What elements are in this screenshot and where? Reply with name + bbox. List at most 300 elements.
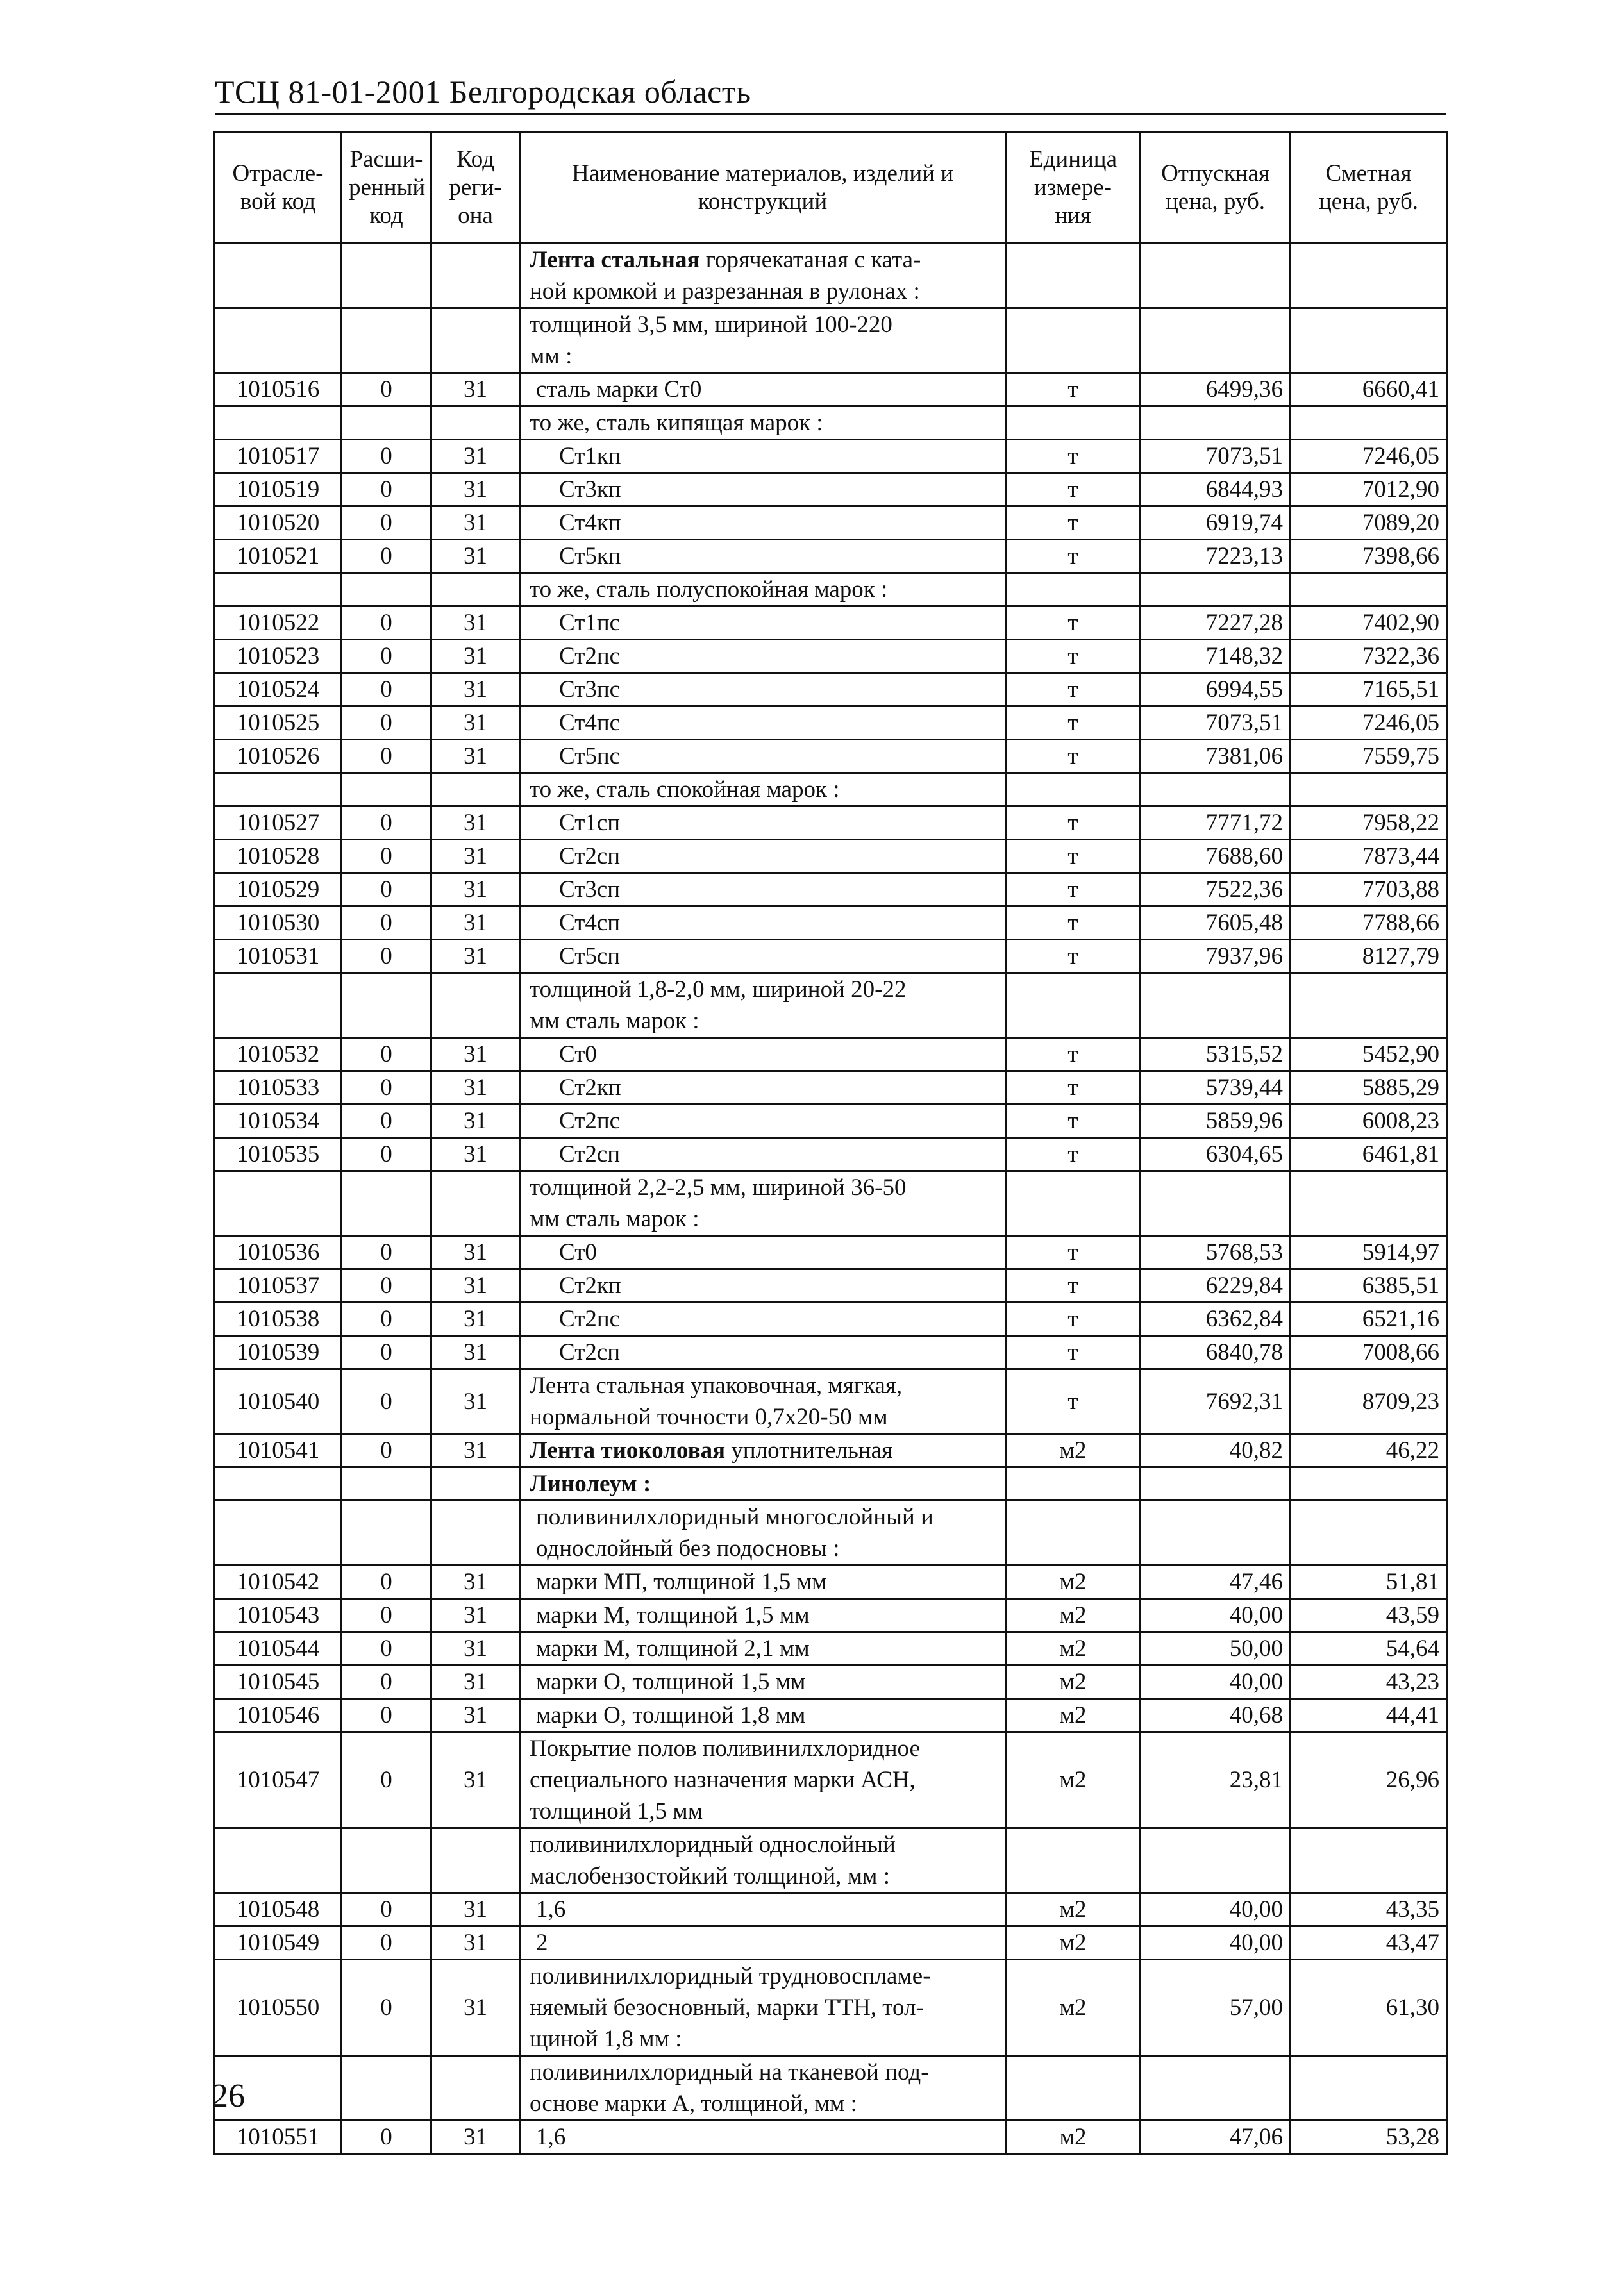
sector-code-cell: 1010540: [215, 1369, 342, 1434]
document-title: ТСЦ 81-01-2001 Белгородская область: [215, 74, 751, 110]
material-name-text: Ст4кп: [559, 510, 621, 536]
release-price-cell: [1141, 1501, 1291, 1566]
region-code-cell: 31: [431, 1369, 520, 1434]
material-name-text: поливинилхлоридный трудновоспламе- няемый безосновный, марки ТТН, тол- щиной 1,8 мм :: [530, 1963, 931, 2052]
estimate-price-cell: 53,28: [1291, 2121, 1447, 2154]
release-price-cell: 40,00: [1141, 1666, 1291, 1699]
table-row: [215, 1699, 1447, 1732]
sector-code-cell: [215, 1171, 342, 1236]
material-name-text: Ст0: [559, 1239, 597, 1265]
release-price-cell: [1141, 244, 1291, 308]
material-name-cell: [520, 1566, 1006, 1599]
region-code-cell: [431, 973, 520, 1038]
material-name-cell: [520, 706, 1006, 740]
material-name-text: толщиной 1,8-2,0 мм, шириной 20-22 мм сталь марок :: [530, 976, 907, 1034]
region-code-cell: [431, 1828, 520, 1893]
extended-code-cell: 0: [342, 473, 431, 506]
material-name-text: Ст3кп: [559, 476, 621, 503]
extended-code-cell: 0: [342, 740, 431, 773]
extended-code-cell: 0: [342, 1038, 431, 1071]
material-name-text: поливинилхлоридный однослойный маслобензостойкий толщиной, мм :: [530, 1832, 896, 1889]
unit-cell: м2: [1006, 1699, 1141, 1732]
material-name-text: Ст4сп: [559, 910, 621, 936]
region-code-cell: 31: [431, 1893, 520, 1926]
table-row: [215, 1434, 1447, 1467]
sector-code-cell: 1010537: [215, 1269, 342, 1303]
region-code-cell: 31: [431, 1666, 520, 1699]
material-name-cell: [520, 1071, 1006, 1105]
table-row: [215, 1369, 1447, 1434]
material-name-text: Ст2кп: [559, 1273, 621, 1299]
sector-code-cell: [215, 973, 342, 1038]
material-name-cell: [520, 606, 1006, 640]
material-name-text: марки МП, толщиной 1,5 мм: [536, 1569, 827, 1595]
region-code-cell: [431, 1501, 520, 1566]
estimate-price-cell: 6461,81: [1291, 1138, 1447, 1171]
region-code-cell: [431, 2056, 520, 2121]
extended-code-cell: [342, 773, 431, 806]
price-table: [213, 131, 1448, 2155]
table-row: [215, 1303, 1447, 1336]
extended-code-cell: 0: [342, 1632, 431, 1666]
material-name-cell: [520, 1171, 1006, 1236]
material-name-text: то же, сталь полуспокойная марок :: [530, 576, 888, 603]
sector-code-cell: 1010530: [215, 906, 342, 940]
release-price-cell: 7381,06: [1141, 740, 1291, 773]
unit-cell: т: [1006, 940, 1141, 973]
table-row: [215, 1236, 1447, 1269]
region-code-cell: 31: [431, 606, 520, 640]
region-code-cell: 31: [431, 1434, 520, 1467]
table-row: [215, 873, 1447, 906]
sector-code-cell: 1010550: [215, 1960, 342, 2056]
unit-cell: м2: [1006, 1893, 1141, 1926]
release-price-cell: 7223,13: [1141, 540, 1291, 573]
material-name-text: Ст5кп: [559, 543, 621, 569]
extended-code-cell: 0: [342, 873, 431, 906]
unit-cell: [1006, 1501, 1141, 1566]
sector-code-cell: 1010526: [215, 740, 342, 773]
estimate-price-cell: [1291, 2056, 1447, 2121]
material-name-cell: [520, 940, 1006, 973]
sector-code-cell: 1010541: [215, 1434, 342, 1467]
unit-cell: м2: [1006, 1732, 1141, 1828]
extended-code-cell: 0: [342, 806, 431, 840]
unit-cell: м2: [1006, 1632, 1141, 1666]
extended-code-cell: 0: [342, 1236, 431, 1269]
extended-code-cell: 0: [342, 1303, 431, 1336]
unit-cell: [1006, 1171, 1141, 1236]
extended-code-cell: 0: [342, 373, 431, 406]
unit-cell: т: [1006, 1336, 1141, 1369]
region-code-cell: 31: [431, 440, 520, 473]
release-price-cell: 40,00: [1141, 1893, 1291, 1926]
table-row: [215, 740, 1447, 773]
release-price-cell: 6840,78: [1141, 1336, 1291, 1369]
extended-code-cell: 0: [342, 1071, 431, 1105]
region-code-cell: 31: [431, 473, 520, 506]
unit-cell: [1006, 406, 1141, 440]
release-price-cell: 6919,74: [1141, 506, 1291, 540]
estimate-price-cell: [1291, 1501, 1447, 1566]
estimate-price-cell: 7873,44: [1291, 840, 1447, 873]
unit-cell: [1006, 244, 1141, 308]
release-price-cell: [1141, 1828, 1291, 1893]
unit-cell: т: [1006, 540, 1141, 573]
sector-code-cell: 1010527: [215, 806, 342, 840]
extended-code-cell: 0: [342, 706, 431, 740]
region-code-cell: 31: [431, 2121, 520, 2154]
estimate-price-cell: [1291, 1171, 1447, 1236]
region-code-cell: 31: [431, 740, 520, 773]
extended-code-cell: 0: [342, 1269, 431, 1303]
material-name-text: сталь марки Ст0: [536, 376, 702, 403]
table-row: [215, 573, 1447, 606]
material-name-cell: [520, 244, 1006, 308]
table-row: [215, 1105, 1447, 1138]
release-price-cell: [1141, 573, 1291, 606]
release-price-cell: [1141, 773, 1291, 806]
material-name-cell: [520, 1632, 1006, 1666]
material-name-text: 2: [536, 1930, 548, 1956]
material-name-text: Ст1пс: [559, 610, 621, 636]
unit-cell: т: [1006, 840, 1141, 873]
release-price-cell: 7522,36: [1141, 873, 1291, 906]
table-row: [215, 2121, 1447, 2154]
estimate-price-cell: [1291, 308, 1447, 373]
extended-code-cell: 0: [342, 640, 431, 673]
material-name-cell: [520, 773, 1006, 806]
release-price-cell: [1141, 973, 1291, 1038]
material-name-cell: [520, 1269, 1006, 1303]
estimate-price-cell: 7165,51: [1291, 673, 1447, 706]
region-code-cell: 31: [431, 1236, 520, 1269]
sector-code-cell: 1010543: [215, 1599, 342, 1632]
table-row: [215, 440, 1447, 473]
extended-code-cell: 0: [342, 840, 431, 873]
estimate-price-cell: 5452,90: [1291, 1038, 1447, 1071]
extended-code-cell: [342, 1171, 431, 1236]
material-name-text: толщиной 3,5 мм, шириной 100-220 мм :: [530, 312, 892, 369]
sector-code-cell: 1010544: [215, 1632, 342, 1666]
extended-code-cell: [342, 406, 431, 440]
extended-code-cell: [342, 573, 431, 606]
estimate-price-cell: 51,81: [1291, 1566, 1447, 1599]
extended-code-cell: 0: [342, 1369, 431, 1434]
material-name-text: Ст3сп: [559, 876, 621, 903]
region-code-cell: 31: [431, 806, 520, 840]
release-price-cell: 6362,84: [1141, 1303, 1291, 1336]
unit-cell: т: [1006, 473, 1141, 506]
material-name-cell: [520, 840, 1006, 873]
material-name-cell: [520, 506, 1006, 540]
material-name-text: Ст4пс: [559, 710, 621, 736]
sector-code-cell: 1010535: [215, 1138, 342, 1171]
unit-cell: т: [1006, 673, 1141, 706]
unit-cell: м2: [1006, 1960, 1141, 2056]
material-name-cell: [520, 1893, 1006, 1926]
material-group-title: Линолеум :: [530, 1471, 651, 1497]
material-name-cell: [520, 906, 1006, 940]
extended-code-cell: 0: [342, 606, 431, 640]
release-price-cell: 7227,28: [1141, 606, 1291, 640]
unit-cell: [1006, 1828, 1141, 1893]
region-code-cell: 31: [431, 1303, 520, 1336]
estimate-price-cell: [1291, 1828, 1447, 1893]
unit-cell: [1006, 2056, 1141, 2121]
material-name-text: 1,6: [536, 2124, 566, 2150]
region-code-cell: [431, 1171, 520, 1236]
sector-code-cell: 1010539: [215, 1336, 342, 1369]
extended-code-cell: 0: [342, 1960, 431, 2056]
release-price-cell: 57,00: [1141, 1960, 1291, 2056]
material-name-text: то же, сталь спокойная марок :: [530, 776, 840, 803]
estimate-price-cell: 7246,05: [1291, 440, 1447, 473]
release-price-cell: 40,68: [1141, 1699, 1291, 1732]
sector-code-cell: 1010528: [215, 840, 342, 873]
estimate-price-cell: 7322,36: [1291, 640, 1447, 673]
estimate-price-cell: 7559,75: [1291, 740, 1447, 773]
region-code-cell: 31: [431, 706, 520, 740]
material-name-text: Ст3пс: [559, 676, 621, 703]
sector-code-cell: 1010542: [215, 1566, 342, 1599]
release-price-cell: 47,46: [1141, 1566, 1291, 1599]
region-code-cell: [431, 573, 520, 606]
release-price-cell: 40,82: [1141, 1434, 1291, 1467]
material-name-text: Ст1сп: [559, 810, 621, 836]
material-name-cell: [520, 1467, 1006, 1501]
col-header-material-name: Наименование материалов, изделий и конструкций: [520, 133, 1006, 244]
material-name-text: марки О, толщиной 1,8 мм: [536, 1702, 806, 1728]
table-row: [215, 840, 1447, 873]
table-row: [215, 1071, 1447, 1105]
release-price-cell: 6994,55: [1141, 673, 1291, 706]
extended-code-cell: 0: [342, 1599, 431, 1632]
release-price-cell: 23,81: [1141, 1732, 1291, 1828]
extended-code-cell: [342, 1501, 431, 1566]
extended-code-cell: 0: [342, 1732, 431, 1828]
unit-cell: т: [1006, 506, 1141, 540]
material-name-cell: [520, 1038, 1006, 1071]
extended-code-cell: [342, 2056, 431, 2121]
estimate-price-cell: 54,64: [1291, 1632, 1447, 1666]
unit-cell: [1006, 973, 1141, 1038]
region-code-cell: 31: [431, 1960, 520, 2056]
unit-cell: т: [1006, 740, 1141, 773]
table-row: [215, 1666, 1447, 1699]
release-price-cell: 50,00: [1141, 1632, 1291, 1666]
release-price-cell: [1141, 2056, 1291, 2121]
table-row: [215, 1501, 1447, 1566]
material-name-cell: [520, 673, 1006, 706]
estimate-price-cell: 6385,51: [1291, 1269, 1447, 1303]
unit-cell: м2: [1006, 2121, 1141, 2154]
table-row: [215, 806, 1447, 840]
table-row: [215, 1269, 1447, 1303]
region-code-cell: 31: [431, 1138, 520, 1171]
col-header-unit: Единица измере- ния: [1006, 133, 1141, 244]
extended-code-cell: 0: [342, 440, 431, 473]
material-name-cell: [520, 806, 1006, 840]
release-price-cell: 5768,53: [1141, 1236, 1291, 1269]
estimate-price-cell: 26,96: [1291, 1732, 1447, 1828]
estimate-price-cell: [1291, 773, 1447, 806]
unit-cell: т: [1006, 873, 1141, 906]
region-code-cell: [431, 244, 520, 308]
unit-cell: [1006, 1467, 1141, 1501]
material-name-cell: [520, 640, 1006, 673]
estimate-price-cell: 7012,90: [1291, 473, 1447, 506]
sector-code-cell: 1010517: [215, 440, 342, 473]
material-name-text: уплотнительная: [725, 1437, 893, 1464]
extended-code-cell: 0: [342, 2121, 431, 2154]
material-name-cell: [520, 1369, 1006, 1434]
estimate-price-cell: 6008,23: [1291, 1105, 1447, 1138]
col-header-estimate-price: Сметная цена, руб.: [1291, 133, 1447, 244]
sector-code-cell: 1010538: [215, 1303, 342, 1336]
release-price-cell: 7692,31: [1141, 1369, 1291, 1434]
sector-code-cell: 1010536: [215, 1236, 342, 1269]
region-code-cell: [431, 406, 520, 440]
extended-code-cell: 0: [342, 1699, 431, 1732]
material-name-cell: [520, 873, 1006, 906]
table-row: [215, 1732, 1447, 1828]
table-row: [215, 1926, 1447, 1960]
material-name-text: марки М, толщиной 1,5 мм: [536, 1602, 810, 1628]
sector-code-cell: 1010523: [215, 640, 342, 673]
unit-cell: м2: [1006, 1666, 1141, 1699]
material-name-cell: [520, 1960, 1006, 2056]
unit-cell: т: [1006, 706, 1141, 740]
extended-code-cell: [342, 308, 431, 373]
table-row: [215, 706, 1447, 740]
region-code-cell: 31: [431, 1269, 520, 1303]
material-name-text: Ст5сп: [559, 943, 621, 969]
unit-cell: т: [1006, 606, 1141, 640]
table-row: [215, 1138, 1447, 1171]
unit-cell: т: [1006, 906, 1141, 940]
sector-code-cell: 1010551: [215, 2121, 342, 2154]
release-price-cell: [1141, 308, 1291, 373]
material-name-text: Ст5пс: [559, 743, 621, 769]
material-name-cell: [520, 1303, 1006, 1336]
table-row: [215, 606, 1447, 640]
region-code-cell: [431, 773, 520, 806]
estimate-price-cell: 6521,16: [1291, 1303, 1447, 1336]
unit-cell: т: [1006, 1369, 1141, 1434]
estimate-price-cell: 43,35: [1291, 1893, 1447, 1926]
sector-code-cell: 1010522: [215, 606, 342, 640]
material-name-text: Ст2сп: [559, 843, 621, 869]
table-row: [215, 308, 1447, 373]
extended-code-cell: 0: [342, 540, 431, 573]
material-name-cell: [520, 973, 1006, 1038]
sector-code-cell: 1010546: [215, 1699, 342, 1732]
table-row: [215, 1828, 1447, 1893]
page-number: 26: [212, 2078, 245, 2114]
table-row: [215, 1467, 1447, 1501]
material-name-text: Ст2кп: [559, 1074, 621, 1101]
extended-code-cell: 0: [342, 1926, 431, 1960]
release-price-cell: 6499,36: [1141, 373, 1291, 406]
material-name-cell: [520, 308, 1006, 373]
region-code-cell: 31: [431, 940, 520, 973]
material-name-cell: [520, 1336, 1006, 1369]
unit-cell: [1006, 773, 1141, 806]
unit-cell: м2: [1006, 1926, 1141, 1960]
material-name-text: Ст2сп: [559, 1339, 621, 1366]
estimate-price-cell: 7788,66: [1291, 906, 1447, 940]
release-price-cell: 47,06: [1141, 2121, 1291, 2154]
table-row: [215, 244, 1447, 308]
sector-code-cell: [215, 773, 342, 806]
release-price-cell: 7771,72: [1141, 806, 1291, 840]
extended-code-cell: 0: [342, 1666, 431, 1699]
col-header-region-code: Код реги- она: [431, 133, 520, 244]
material-name-text: Ст2пс: [559, 1306, 621, 1332]
table-row: [215, 473, 1447, 506]
col-header-sector-code: Отрасле- вой код: [215, 133, 342, 244]
region-code-cell: 31: [431, 873, 520, 906]
region-code-cell: 31: [431, 506, 520, 540]
extended-code-cell: 0: [342, 1434, 431, 1467]
material-name-cell: [520, 2056, 1006, 2121]
sector-code-cell: 1010534: [215, 1105, 342, 1138]
table-row: [215, 640, 1447, 673]
sector-code-cell: 1010545: [215, 1666, 342, 1699]
material-name-text: Ст2пс: [559, 1108, 621, 1134]
sector-code-cell: 1010549: [215, 1926, 342, 1960]
header-rule: [215, 113, 1446, 115]
unit-cell: м2: [1006, 1434, 1141, 1467]
unit-cell: т: [1006, 1236, 1141, 1269]
unit-cell: м2: [1006, 1566, 1141, 1599]
table-row: [215, 1893, 1447, 1926]
release-price-cell: 40,00: [1141, 1599, 1291, 1632]
sector-code-cell: 1010519: [215, 473, 342, 506]
material-name-cell: [520, 1236, 1006, 1269]
material-name-cell: [520, 1599, 1006, 1632]
material-name-cell: [520, 1732, 1006, 1828]
sector-code-cell: [215, 308, 342, 373]
material-name-cell: [520, 1105, 1006, 1138]
region-code-cell: 31: [431, 1038, 520, 1071]
extended-code-cell: [342, 1467, 431, 1501]
release-price-cell: 5739,44: [1141, 1071, 1291, 1105]
material-name-cell: [520, 2121, 1006, 2154]
release-price-cell: [1141, 1467, 1291, 1501]
release-price-cell: 7148,32: [1141, 640, 1291, 673]
release-price-cell: 7605,48: [1141, 906, 1291, 940]
unit-cell: т: [1006, 373, 1141, 406]
unit-cell: т: [1006, 806, 1141, 840]
estimate-price-cell: [1291, 1467, 1447, 1501]
estimate-price-cell: 7246,05: [1291, 706, 1447, 740]
material-name-text: марки О, толщиной 1,5 мм: [536, 1669, 806, 1695]
material-name-cell: [520, 573, 1006, 606]
region-code-cell: 31: [431, 1599, 520, 1632]
sector-code-cell: 1010520: [215, 506, 342, 540]
unit-cell: м2: [1006, 1599, 1141, 1632]
table-row: [215, 1038, 1447, 1071]
material-name-text: поливинилхлоридный на тканевой под- основе марки А, толщиной, мм :: [530, 2059, 929, 2117]
release-price-cell: 7073,51: [1141, 706, 1291, 740]
table-row: [215, 1599, 1447, 1632]
table-row: [215, 673, 1447, 706]
material-name-text: 1,6: [536, 1896, 566, 1923]
sector-code-cell: 1010533: [215, 1071, 342, 1105]
material-name-cell: [520, 1138, 1006, 1171]
